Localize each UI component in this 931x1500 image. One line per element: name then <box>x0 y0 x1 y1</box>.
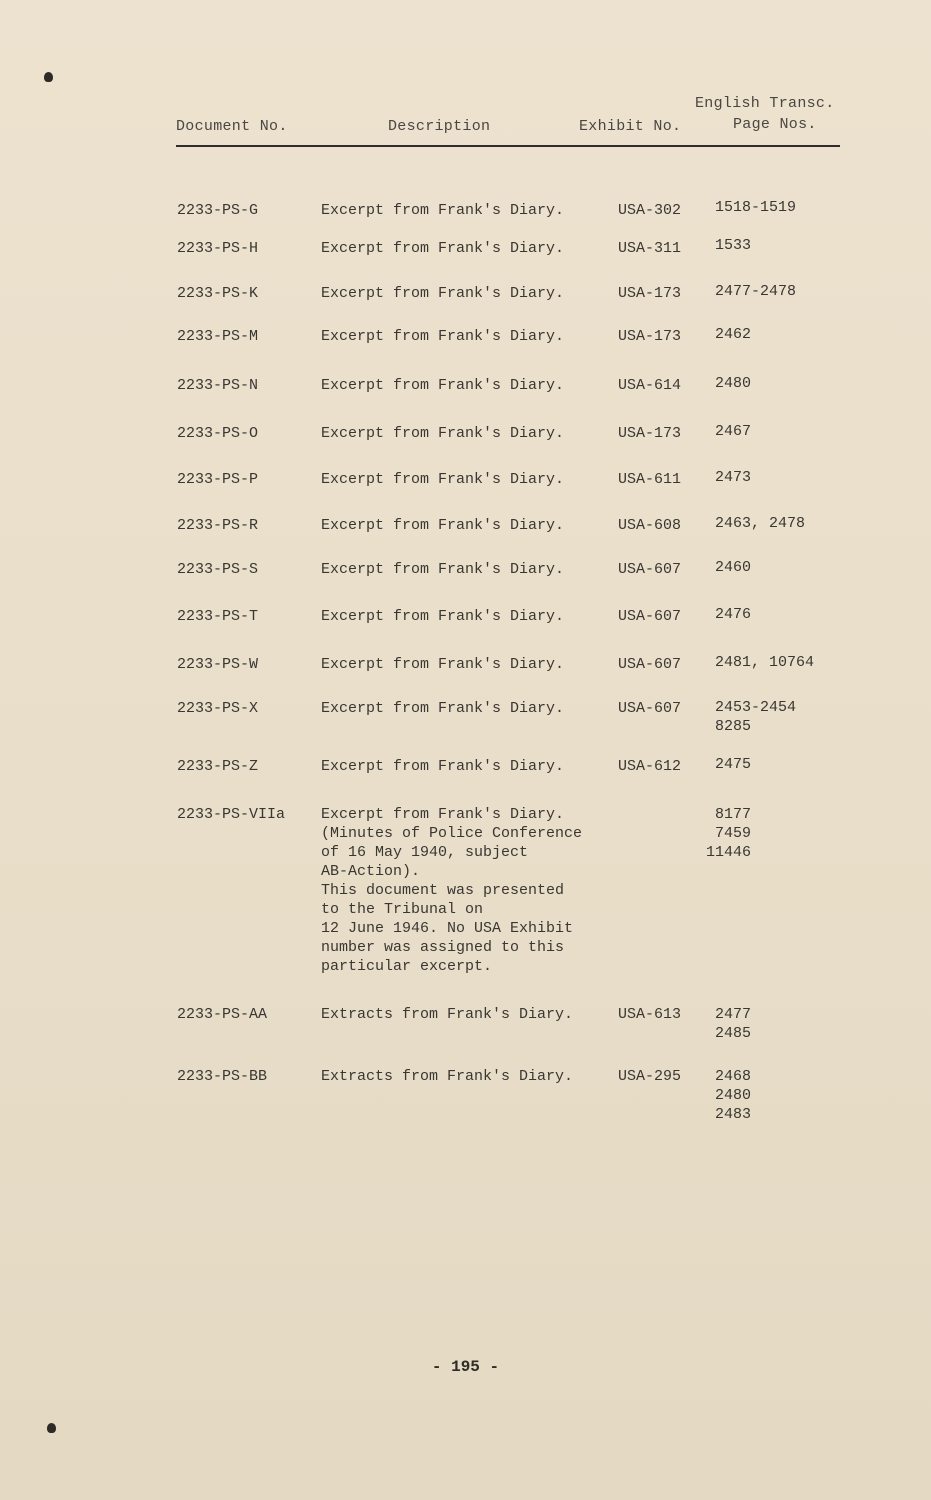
description: Excerpt from Frank's Diary. <box>321 517 565 534</box>
document-number: 2233-PS-W <box>177 656 259 673</box>
document-number: 2233-PS-M <box>177 328 259 345</box>
exhibit-number: USA-607 <box>618 700 682 717</box>
exhibit-number: USA-607 <box>618 608 682 625</box>
document-number: 2233-PS-S <box>177 561 259 578</box>
page-number: - 195 - <box>431 1358 500 1376</box>
document-number: 2233-PS-G <box>177 202 259 219</box>
header-transc-line2: Page Nos. <box>733 116 817 133</box>
ink-mark <box>47 1423 56 1433</box>
exhibit-number: USA-607 <box>618 561 682 578</box>
document-number: 2233-PS-O <box>177 425 259 442</box>
transcript-pages: 2463, 2478 <box>715 515 806 532</box>
description: Extracts from Frank's Diary. <box>321 1068 574 1085</box>
description: Excerpt from Frank's Diary. <box>321 471 565 488</box>
document-number: 2233-PS-P <box>177 471 259 488</box>
exhibit-number: USA-611 <box>618 471 682 488</box>
document-number: 2233-PS-K <box>177 285 259 302</box>
header-description: Description <box>388 118 491 135</box>
exhibit-number: USA-173 <box>618 425 682 442</box>
exhibit-number: USA-612 <box>618 758 682 775</box>
document-number: 2233-PS-BB <box>177 1068 268 1085</box>
document-number: 2233-PS-VIIa <box>177 806 286 823</box>
description: Excerpt from Frank's Diary. <box>321 425 565 442</box>
description: Excerpt from Frank's Diary. <box>321 202 565 219</box>
transcript-pages: 2476 <box>715 606 752 623</box>
header-transc-line1: English Transc. <box>695 95 835 112</box>
description: Extracts from Frank's Diary. <box>321 1006 574 1023</box>
transcript-pages: 8177 7459 11446 <box>706 806 752 861</box>
description: Excerpt from Frank's Diary. <box>321 240 565 257</box>
transcript-pages: 2481, 10764 <box>715 654 815 671</box>
description: Excerpt from Frank's Diary. <box>321 285 565 302</box>
transcript-pages: 2480 <box>715 375 752 392</box>
header-document-no: Document No. <box>176 118 288 135</box>
transcript-pages: 2462 <box>715 326 752 343</box>
transcript-pages: 2475 <box>715 756 752 773</box>
transcript-pages: 2473 <box>715 469 752 486</box>
exhibit-number: USA-302 <box>618 202 682 219</box>
transcript-pages: 1518-1519 <box>715 199 797 216</box>
transcript-pages: 2477 2485 <box>715 1006 752 1042</box>
header-exhibit-no: Exhibit No. <box>579 118 682 135</box>
document-number: 2233-PS-R <box>177 517 259 534</box>
header-rule <box>176 145 840 147</box>
document-number: 2233-PS-N <box>177 377 259 394</box>
transcript-pages: 2477-2478 <box>715 283 797 300</box>
description: Excerpt from Frank's Diary. <box>321 700 565 717</box>
description: Excerpt from Frank's Diary. <box>321 758 565 775</box>
description: Excerpt from Frank's Diary. <box>321 608 565 625</box>
transcript-pages: 2453-2454 8285 <box>715 699 797 735</box>
description: Excerpt from Frank's Diary. <box>321 377 565 394</box>
ink-mark <box>44 72 53 82</box>
exhibit-number: USA-608 <box>618 517 682 534</box>
transcript-pages: 1533 <box>715 237 752 254</box>
document-number: 2233-PS-Z <box>177 758 259 775</box>
transcript-pages: 2467 <box>715 423 752 440</box>
exhibit-number: USA-613 <box>618 1006 682 1023</box>
description: Excerpt from Frank's Diary. (Minutes of Police Conference of 16 May 1940, subject AB-Action). This document was presented to the Tribunal on 12 June 1946. No USA Exhibit number was assigned to this particular excerpt. <box>321 806 583 975</box>
exhibit-number: USA-295 <box>618 1068 682 1085</box>
description: Excerpt from Frank's Diary. <box>321 656 565 673</box>
exhibit-number: USA-311 <box>618 240 682 257</box>
transcript-pages: 2468 2480 2483 <box>715 1068 752 1123</box>
document-number: 2233-PS-T <box>177 608 259 625</box>
description: Excerpt from Frank's Diary. <box>321 328 565 345</box>
document-number: 2233-PS-H <box>177 240 259 257</box>
exhibit-number: USA-607 <box>618 656 682 673</box>
document-number: 2233-PS-X <box>177 700 259 717</box>
exhibit-number: USA-614 <box>618 377 682 394</box>
exhibit-number: USA-173 <box>618 328 682 345</box>
transcript-pages: 2460 <box>715 559 752 576</box>
document-number: 2233-PS-AA <box>177 1006 268 1023</box>
exhibit-number: USA-173 <box>618 285 682 302</box>
description: Excerpt from Frank's Diary. <box>321 561 565 578</box>
